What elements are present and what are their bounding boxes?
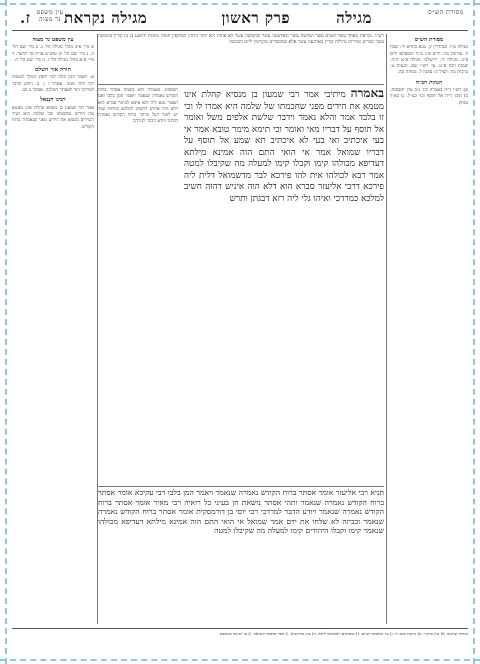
main-text [184,88,384,484]
left-column-text-2: א. ויאמר המן בלבו למי יחפץ המלך לעשות יקר יותר ממני. אסתר ו ו. ב. ויודע הדבר למרדכי ויגד לאסתר המלכה. אסתר ב כב. [12,75,94,94]
left-column-heading-2: תורה אור השלם [35,67,71,74]
header-corner-left: עין משפט נר מצוה [36,9,64,23]
lower-text-divider [98,486,384,487]
right-column-heading-2: הגהות הב״ח [415,79,443,86]
page-header [12,8,468,31]
header-folio: ז. [20,9,31,27]
frame-edge-top [0,3,480,5]
top-commentary-divider [98,84,384,85]
inner-commentary: תוספות. באמרה ולא בשמה אסתר ברוח הקודש נאמרה שנאמר ויאמר המן בלבו ואם תאמר מנא ליה והא איכא למימר סברא הוא דלא הוה איניש דחשיב למלכא כוותיה ועוד יש לומר דעל כרחך ברוח הקודש נאמרה דכתיב ויודע הדבר למרדכי [98,88,178,125]
footnotes: הגהות וציונים: א) עיין ברש״י. ב) גירסת כתב יד. ג) עי׳ תוספות ישנים. ד) בדפוסים ראשונים ליתא. ה) עיין מהרש״א. ו) חסר בדפוס ויניציאה. ז) עי׳ שיטה מקובצת. [12,628,468,659]
right-column-text: מגילה ט״ו. סנהדרין ק. בבא בתרא יד: שבת ל. עירובין סה. ידים פ״ג מ״ה תוספתא ידים פ״ב. מגילה יד. ירושלמי מגילה פ״א ה״ה. שמות רבה פ״ט. עי׳ רש״י שם. תענית ט. ברכות מח. לעיל ה: סוטה ל. מנחות סה. [390,45,468,76]
frame-edge-left [5,0,7,664]
top-commentary: רש״י. נקראת באחד עשר ושנים עשר ושלשה עשר ובארבעה עשר ובחמשה עשר לא פחות ולא יותר כרכין המוקפין חומה מימות יהושע בן נון קורין בחמשה עשר כפרים ועיירות גדולות קורין בארבעה עשר אלא שהכפרים מקדימין ליום הכניסה [98,34,384,46]
header-tractate: מגילה [336,9,372,27]
left-margin-column [12,34,94,624]
talmud-page [12,8,468,656]
right-column-heading: מסורת הש״ס [414,37,444,43]
header-corner-right: מסורת הש״ס [428,9,464,16]
right-column-divider [386,34,387,624]
frame-edge-right [473,0,475,664]
main-text-body: מיתיבי אמר רבי שמעון בן מנסיא קהלת אינו מטמא את הידים מפני שחכמתו של שלמה היא אמרו לו וכי זו בלבד אמר והלא נאמר וידבר שלשת אלפים משל ואומר אל תוסף על דבריו מאי ואומר וכי תימא מימר טובא אמר אי בעי איכתיב ואי בעי לא איכתיב תא שמע אל תוסף על דבריו שמואל אמר אי הואי התם הוה אמינא מילתא דעדיפא מכולהו קימו וקבלו קימו למעלה מה שקיבלו למטה אמר רבא לכולהו אית להו פירכא לבר מדשמואל דלית ליה פירכא דרבי אליעזר סברא הוא דלא הוה איניש דהוה חשיב למלכא כמרדכי ואיהו גלי ליה רזא דבגתן ותרש [184,90,384,204]
left-column-heading: עין משפט נר מצוה [32,37,74,43]
left-column-text: א מיי׳ פ״ב מהל׳ מגילה הל׳ ג. ב מיי׳ שם הל׳ ה. ג מיי׳ שם הל׳ יב טוש״ע או״ח סי׳ תרצד. ד מיי׳ פ״א מהל׳ מגילה הל׳ ז. ה מיי׳ שם הל׳ ח. [12,45,94,63]
frame-edge-bottom [0,659,480,661]
lower-text: תניא רבי אליעזר אומר אסתר ברוח הקודש נאמרה שנאמר ויאמר המן בלבו רבי עקיבא אומר אסתר ברוח הקודש נאמרה שנאמר ותהי אסתר נושאת חן בעיני כל רואיה רבי מאיר אומר אסתר ברוח הקודש נאמרה שנאמר ויודע הדבר למרדכי רבי יוסי בן דורמסקית אומר אסתר ברוח הקודש נאמרה שנאמר ובביזה לא שלחו את ידם אמר שמואל אי הואי התם הוה אמינא מילתא דעדיפא מכולהו שנאמר קימו וקבלו היהודים קימו למעלה מה שקיבלו למטה [98,488,384,536]
header-title: מגילה נקראת [64,9,148,27]
left-column-heading-3: רבינו חננאל [40,97,66,104]
left-column-text-3: אמר רבי שמעון בן מנסיא קהלת אינו מטמא את הידים שחכמתו של שלמה היא ושיר השירים מטמא את הידים מפני שנאמרה ברוח הקודש. [12,105,94,130]
header-chapter: פרק ראשון [221,9,290,27]
opening-word: באמרה [350,88,384,100]
right-margin-column [390,34,468,624]
right-column-text-2: א) רש״י ד״ה באמרה וכו׳ נ״ב עיין תוספות. ב) תוס׳ ד״ה אל תוסף וכו׳ כצ״ל. ג) בא״ד נמחק. [390,88,468,106]
